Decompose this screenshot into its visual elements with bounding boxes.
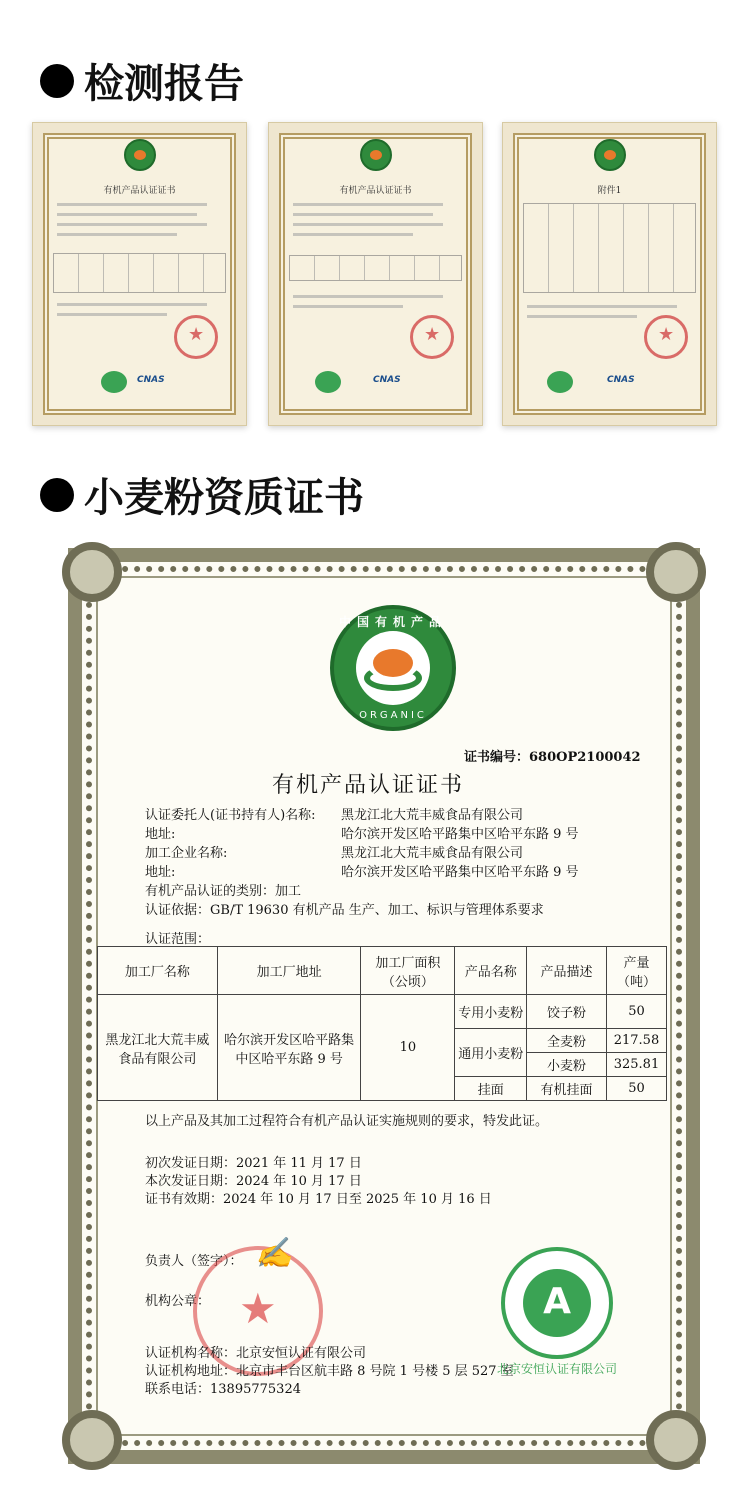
certification-basis: 认证依据：GB/T 19630 有机产品 生产、加工、标识与管理体系要求 <box>145 903 544 918</box>
cnas-logo-icon: CNAS <box>137 375 165 385</box>
organic-logo-icon <box>594 139 626 171</box>
factory-name: 黑龙江北大荒丰威食品有限公司 <box>98 995 218 1101</box>
signature-icon: ✍ <box>255 1236 293 1271</box>
product-qty: 217.58 <box>606 1029 666 1053</box>
organic-logo-icon <box>360 139 392 171</box>
corner-ornament-icon <box>646 542 706 602</box>
factory-address: 哈尔滨开发区哈平路集中区哈平东路 9 号 <box>217 995 361 1101</box>
product-name: 专用小麦粉 <box>455 995 527 1029</box>
report-thumbnail-3[interactable] <box>502 122 717 426</box>
certification-category: 有机产品认证的类别：加工 <box>145 884 302 899</box>
red-seal-icon <box>644 315 688 359</box>
field-label: 地址: <box>145 865 176 880</box>
product-desc: 有机挂面 <box>527 1077 607 1101</box>
table-row <box>98 995 667 1029</box>
product-qty: 50 <box>606 995 666 1029</box>
org-address: 认证机构地址：北京市丰台区航丰路 8 号院 1 号楼 5 层 527 室 <box>145 1364 514 1379</box>
organic-logo-icon <box>124 139 156 171</box>
cnas-logo-icon: CNAS <box>607 375 635 385</box>
product-qty: 50 <box>606 1077 666 1101</box>
thumbnail-title: 附件1 <box>597 186 622 196</box>
table-header: 产品描述 <box>527 947 607 995</box>
official-seal-icon: ★ <box>193 1246 323 1376</box>
china-organic-logo-icon: 中国有机产品 ORGANIC <box>330 605 456 731</box>
product-name: 挂面 <box>455 1077 527 1101</box>
product-desc: 全麦粉 <box>527 1029 607 1053</box>
field-value: 哈尔滨开发区哈平路集中区哈平东路 9 号 <box>341 865 579 880</box>
table-header: 加工厂地址 <box>217 947 361 995</box>
red-seal-icon <box>410 315 454 359</box>
report-thumbnail-2[interactable] <box>268 122 483 426</box>
reports-title-text: 检测报告 <box>84 61 244 107</box>
cnas-logo-icon: CNAS <box>373 375 401 385</box>
first-issue-date: 初次发证日期：2021 年 11 月 17 日 <box>145 1156 362 1171</box>
field-label: 认证委托人(证书持有人)名称: <box>145 808 316 823</box>
factory-area: 10 <box>361 995 455 1101</box>
corner-ornament-icon <box>646 1410 706 1470</box>
field-label: 加工企业名称: <box>145 846 228 861</box>
product-qty: 325.81 <box>606 1053 666 1077</box>
product-desc: 小麦粉 <box>527 1053 607 1077</box>
org-name: 认证机构名称：北京安恒认证有限公司 <box>145 1346 367 1361</box>
bullet-icon <box>40 64 74 98</box>
field-value: 黑龙江北大荒丰威食品有限公司 <box>341 808 524 823</box>
corner-ornament-icon <box>62 542 122 602</box>
product-desc: 饺子粉 <box>527 995 607 1029</box>
this-issue-date: 本次发证日期：2024 年 10 月 17 日 <box>145 1174 362 1189</box>
reports-section-title <box>40 52 244 109</box>
red-seal-icon <box>174 315 218 359</box>
aheng-certification-logo-icon: A <box>501 1247 613 1359</box>
table-header: 加工厂面积（公顷） <box>361 947 455 995</box>
flour-title-text: 小麦粉资质证书 <box>84 475 364 521</box>
certificate-statement: 以上产品及其加工过程符合有机产品认证实施规则的要求，特发此证。 <box>145 1114 549 1129</box>
thumbnail-title: 有机产品认证证书 <box>103 186 176 196</box>
field-value: 黑龙江北大荒丰威食品有限公司 <box>341 846 524 861</box>
official-seal-label: 机构公章： <box>145 1294 211 1309</box>
certification-mark-icon <box>547 371 573 393</box>
certificate-number: 证书编号：680OP2100042 <box>464 750 641 765</box>
table-header-row <box>98 947 667 995</box>
flour-section-title <box>40 466 364 523</box>
certification-mark-icon <box>101 371 127 393</box>
scope-table <box>97 946 667 1101</box>
table-header: 产品名称 <box>455 947 527 995</box>
field-label: 地址: <box>145 827 176 842</box>
certificate-title: 有机产品认证证书 <box>272 773 465 798</box>
thumbnail-title: 有机产品认证证书 <box>339 186 412 196</box>
org-phone: 联系电话：13895775324 <box>145 1382 301 1397</box>
validity-period: 证书有效期：2024 年 10 月 17 日至 2025 年 10 月 16 日 <box>145 1192 492 1207</box>
report-thumbnail-1[interactable] <box>32 122 247 426</box>
certification-mark-icon <box>315 371 341 393</box>
table-header: 产量（吨） <box>606 947 666 995</box>
corner-ornament-icon <box>62 1410 122 1470</box>
report-thumbnails <box>0 122 750 432</box>
field-value: 哈尔滨开发区哈平路集中区哈平东路 9 号 <box>341 827 579 842</box>
aheng-company-name: 北京安恒认证有限公司 <box>496 1362 617 1376</box>
product-name: 通用小麦粉 <box>455 1029 527 1077</box>
table-header: 加工厂名称 <box>98 947 218 995</box>
responsible-label: 负责人（签字）： <box>145 1254 243 1269</box>
scope-label: 认证范围： <box>145 932 211 947</box>
bullet-icon <box>40 478 74 512</box>
